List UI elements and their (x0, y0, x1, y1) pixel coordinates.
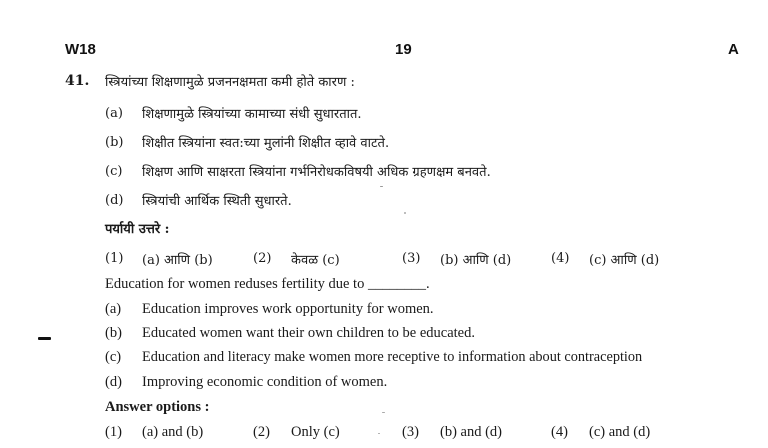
english-option-1-num: (1) (105, 424, 122, 440)
english-choice-a-label: (a) (105, 301, 122, 317)
marathi-choice-b: शिक्षीत स्त्रियांना स्वत:च्या मुलांनी शिक्षीत व्हावे वाटते. (142, 136, 390, 151)
marathi-choice-a: शिक्षणामुळे स्त्रियांच्या कामाच्या संधी सुधारतात. (142, 107, 362, 122)
marathi-choice-d-label: (d) (105, 193, 124, 208)
marathi-option-1-num: (1) (105, 251, 124, 266)
answer-blank: ________. (367, 276, 430, 292)
english-choice-a: Education improves work opportunity for women. (142, 301, 434, 317)
english-option-3-num: (3) (402, 424, 419, 440)
marathi-choice-d: स्त्रियांची आर्थिक स्थिती सुधारते. (142, 194, 292, 209)
marathi-option-4-num: (4) (551, 251, 570, 266)
scan-speck (380, 186, 383, 187)
marathi-question-stem: स्त्रियांच्या शिक्षणामुळे प्रजननक्षमता कमी होते कारण : (105, 75, 355, 90)
marathi-answer-heading: पर्यायी उत्तरे : (105, 222, 170, 237)
marathi-choice-a-label: (a) (105, 106, 123, 121)
english-option-2: Only (c) (291, 424, 340, 440)
question-number: 41. (65, 73, 90, 89)
marathi-choice-c-label: (c) (105, 164, 123, 179)
english-choice-b: Educated women want their own children to be educated. (142, 325, 475, 341)
english-choice-b-label: (b) (105, 325, 122, 341)
english-option-3: (b) and (d) (440, 424, 503, 440)
english-option-4: (c) and (d) (589, 424, 651, 440)
scan-speck (382, 412, 385, 413)
marathi-option-4: (c) आणि (d) (589, 253, 660, 268)
marathi-option-3-num: (3) (402, 251, 421, 266)
english-choice-c-label: (c) (105, 349, 122, 365)
marathi-choice-c: शिक्षण आणि साक्षरता स्त्रियांना गर्भनिरोधकविषयी अधिक ग्रहणक्षम बनवते. (142, 165, 491, 180)
english-answer-heading: Answer options : (105, 399, 210, 415)
page-number: 19 (395, 41, 412, 58)
scan-speck (378, 433, 380, 434)
paper-code: W18 (65, 41, 96, 58)
english-question-stem: Education for women reduses fertility due to ________. (105, 276, 430, 292)
english-choice-d: Improving economic condition of women. (142, 374, 388, 390)
scan-speck (404, 212, 406, 214)
english-choice-d-label: (d) (105, 374, 122, 390)
english-choice-c: Education and literacy make women more receptive to information about contraception (142, 349, 643, 365)
english-option-4-num: (4) (551, 424, 568, 440)
english-option-2-num: (2) (253, 424, 270, 440)
marathi-option-3: (b) आणि (d) (440, 253, 512, 268)
question-set: A (728, 41, 739, 58)
marathi-option-1: (a) आणि (b) (142, 253, 213, 268)
marathi-option-2-num: (2) (253, 251, 272, 266)
english-option-1: (a) and (b) (142, 424, 204, 440)
marathi-choice-b-label: (b) (105, 135, 124, 150)
margin-mark (38, 337, 51, 340)
marathi-option-2: केवळ (c) (291, 253, 340, 268)
